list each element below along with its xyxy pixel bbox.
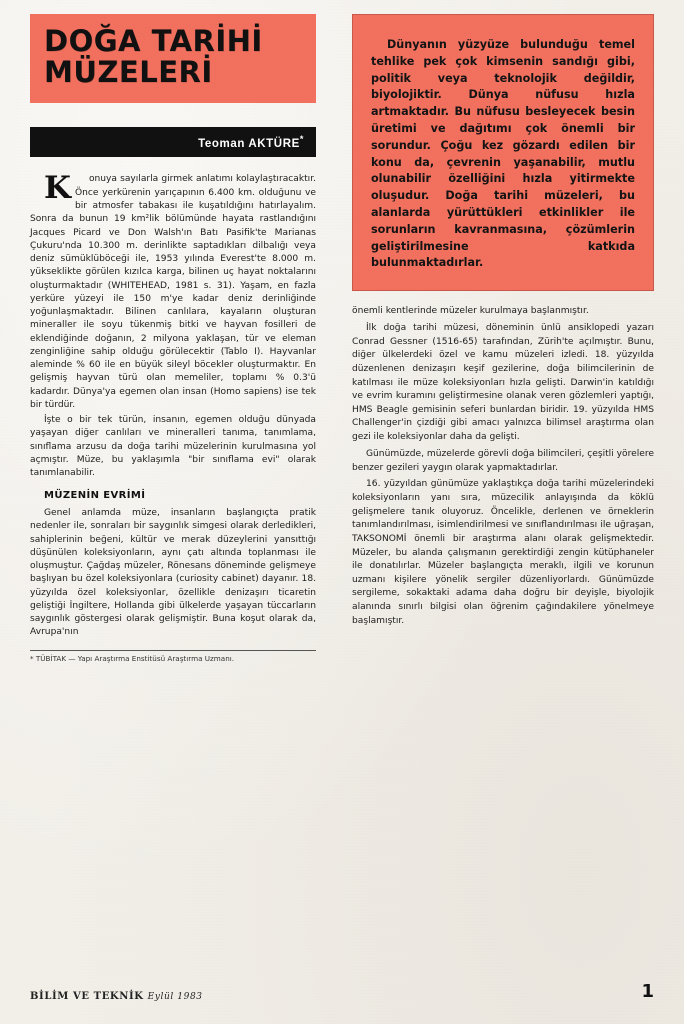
lede-text: Dünyanın yüzyüze bulunduğu temel tehlike pek çok kimsenin sandığı gibi, politik veya teknolojik değildir, biyolojiktir. Dünya nüfusu hızla artmaktadır. Bu nüfusu besleyecek besin üretimi ve dağıtımı çok önemli bir sorundur. Çoğu kez gözardı edilen bir konu da, çevrenin yaşanabilir, mutlu olunabilir özelliğini hızla yitirmekte oluşudur. Doğa tarihi müzeleri, bu alanlarda yürüttükleri etkinlikler ile sorunların kavranmasına, çözümlerin geliştirilmesine katkıda bulunmaktadırlar. [371, 38, 635, 270]
article-title-block [30, 14, 316, 103]
author-footnote-marker: * [299, 133, 304, 144]
page-title-line-2: MÜZELERİ [44, 55, 213, 90]
section-heading-museum-evolution: MÜZENİN EVRİMİ [44, 490, 146, 502]
author-name: Teoman AKTÜRE [198, 137, 300, 150]
paragraph: İlk doğa tarihi müzesi, döneminin ünlü ansiklopedi yazarı Conrad Gessner (1516-65) tarafından, Zürih'te açılmıştır. Bunu, diğer ülkelerdeki özel ve kamu müzeleri izledi. 18. yüzyılda düzenlenen denizaşırı keşif gezilerine, doğa bilimcilerinin de katılması ile müze koleksiyonları hızla gelişti. Darwin'in katıldığı ve evrim kuramını geliştirmesine olanak veren gözlemleri yaptığı, HMS Beagle gemisinin seferi bunlardan biridir. 19. yüzyılda HMS Challenger'in çizdiği gibi amacı yalnızca bilimsel araştırma olan gezi ile koleksiyonlar daha da gelişti. [352, 322, 654, 443]
left-column [30, 14, 330, 663]
paragraph: 16. yüzyıldan günümüze yaklaştıkça doğa tarihi müzelerindeki koleksiyonların yanı sıra, müzecilik anlayışında da köklü gelişmelere tanık oluyoruz. Öncelikle, derlenen ve örneklerin tanımlandırılması, isimlendirilmesi ve sınıflandırılması ile uğraşan, TAKSONOMİ önemli bir araştırma alanı olarak gelişmektedir. Müzeler, bu alanda çalışmanın gerektirdiği zengin kütüphaneler ile donatılırlar. Müzeler başlangıçta meraklı, ilgili ve korunun uzmanı kişilere yönelik sergiler düzenliyorlardı. Günümüzde sergileme, sokaktaki adama daha doğru bir deyişle, biyolojik alanında sınırlı bilgisi olan öğrenim çağındakilere yönelmeye başlamıştır. [352, 479, 654, 626]
drop-cap: K [44, 170, 71, 207]
paragraph-intro-text: onuya sayılarla girmek anlatımı kolaylaştıracaktır. Önce yerkürenin yarıçapının 6.400 km. olduğunu ve bir atmosfer tabakası ile kuşatıldığını hatırlayalım. Sonra da bunun 19 km²lik bölümünde hayata rastlandığını Jacques Picard ve Don Walsh'ın Batı Pasifik'te Marianas Çukuru'nda 10.300 m. derinlikte saptadıkları dilbalığı veya deniz sümüklüböceği ile, 1953 yılında Everest'te 8.000 m. yükseklikte görülen kızılca karga, bilinen uç hayat noktalarını oluşturmaktadır (WHITEHEAD, 1981 s. 31). Yaşam, en fazla yerküre yüzeyi ile 150 m'ye kadar deniz derinliğinde yoğunlaşmaktadır. Bilinen canlılara, kayaların oluşturan mineraller ile soyu tükenmiş bitki ve hayvan fosilleri de eklendiğinde doğanın, 2 milyona yaklaşan, tür ve eleman zenginliğine sahip olduğu görülecektir (Tablo I). Hayvanlar aleminde % 60 ile en büyük sileyl böcekler oluşturmaktır. En gelişmiş hayvan türü olan memeliler, toplamı % 0.3'ü kadardır. Dünya'ya egemen olan insan (Homo sapiens) ise tek bir türdür. [30, 174, 316, 410]
publication-name: BİLİM VE TEKNİK [30, 991, 144, 1002]
page-title-line-1: DOĞA TARİHİ [44, 24, 263, 58]
author-byline [30, 127, 316, 158]
paragraph: İşte o bir tek türün, insanın, egemen olduğu dünyada yaşayan diğer canlıları ve mineralleri tanıma, tanımlama, sınıflama arzusu da doğa tarihi müzelerinin kurulmasına yol açmıştır. Müze, bu yaklaşımla "bir sınıflama evi" olarak tanımlanabilir. [30, 415, 316, 479]
paragraph: önemli kentlerinde müzeler kurulmaya başlanmıştır. [352, 306, 589, 317]
page-number: 1 [641, 981, 654, 1002]
paragraph: Günümüzde, müzelerde görevli doğa bilimcileri, çeşitli yörelere benzer gezileri yaygın olarak yapmaktadırlar. [352, 448, 654, 473]
right-column [352, 14, 654, 632]
page-footer [30, 981, 654, 1002]
paragraph: Genel anlamda müze, insanların başlangıçta pratik nedenler ile, sonraları bir saygınlık simgesi olarak derledikleri, sahiplerinin beğeni, kültür ve merak düzeylerini yansıttığı düşünülen koleksiyonların, aynı çatı altında toplanması ile oluşmuştur. Çağdaş müzeler, Rönesans döneminde gelişmeye başlıyan bu özel koleksiyonlara (curiosity cabinet) dayanır. 18. yüzyılda özel koleksiyonlar, özellikle denizaşırı ticaretin geliştiği İngiltere, Hollanda gibi ülkelerde yaşayan tüccarların saygınlık göstergesi olarak gelişmiştir. Buna koşut olarak da, Avrupa'nın [30, 507, 316, 638]
lede-callout-box [352, 14, 654, 291]
footnote: * TÜBİTAK — Yapı Araştırma Enstitüsü Araştırma Uzmanı. [30, 650, 316, 663]
left-column-body [30, 170, 316, 639]
paragraph-intro [30, 170, 316, 412]
publication-info [30, 991, 203, 1002]
right-column-body [352, 305, 654, 628]
issue-date: Eylül 1983 [147, 992, 203, 1002]
